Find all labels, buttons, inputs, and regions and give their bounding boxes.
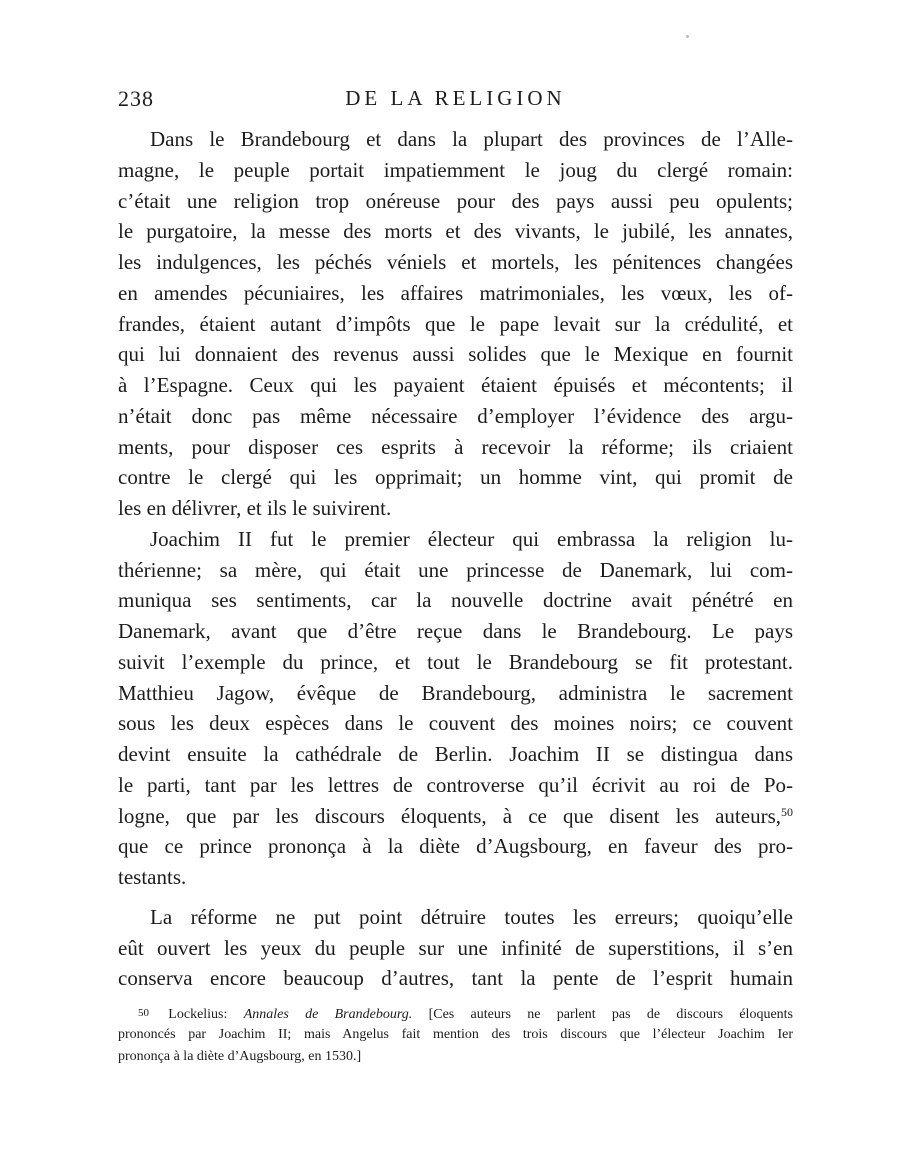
text-line: La réforme ne put point détruire toutes les erreurs; quoiqu’elle [150,904,793,929]
text-line: testants. [118,865,187,889]
text-line: devint ensuite la cathédrale de Berlin. Joachim II se distingua dans [118,742,793,766]
text-line: n’était donc pas même nécessaire d’employer l’évidence des argu- [118,403,793,428]
text-line: en amendes pécuniaires, les affaires matrimoniales, les vœux, les of- [118,280,793,305]
text-line: logne, que par les discours éloquents, à ce que disent les auteurs, [118,803,781,828]
footnote-work-title: Annales de Brandebourg. [243,1007,413,1022]
text-line: suivit l’exemple du prince, et tout le Brandebourg se fit protestant. [118,649,793,674]
paragraph-gap [118,893,793,902]
text-line: eût ouvert les yeux du peuple sur une infinité de superstitions, il s’en [118,935,793,960]
text-line: à l’Espagne. Ceux qui les payaient étaient épuisés et mécontents; il [118,373,793,397]
text-line: conserva encore beaucoup d’autres, tant la pente de l’esprit humain [118,966,793,991]
text-line: thérienne; sa mère, qui était une princesse de Danemark, lui com- [118,557,793,582]
text-line: Joachim II fut le premier électeur qui embrassa la religion lu- [150,526,793,551]
text-line: qui lui donnaient des revenus aussi solides que le Mexique en fournit [118,342,793,367]
text-line: Danemark, avant que d’être reçue dans le Brandebourg. Le pays [118,619,793,643]
text-line: les indulgences, les péchés véniels et mortels, les pénitences changées [118,250,793,274]
text-line: c’était une religion trop onéreuse pour des pays aussi peu opulents; [118,188,793,213]
footnote-author: Lockelius: [168,1007,228,1022]
text-line: le parti, tant par les lettres de controverse qu’il écrivit au roi de Po- [118,772,793,797]
text-line: que ce prince prononça à la diète d’Augsbourg, en faveur des pro- [118,834,793,859]
paragraph-3 [118,902,793,994]
body-text [118,124,793,994]
footnote-line [118,1002,793,1024]
footnotes [118,1002,793,1068]
paragraph-2 [118,524,793,893]
footnote-number: 50 [138,1007,149,1019]
text-line: frandes, étaient autant d’impôts que le pape levait sur la crédulité, et [118,311,793,336]
page-header [118,86,793,116]
footnote-line: prononça à la diète d’Augsbourg, en 1530.] [118,1049,362,1064]
text-line: contre le clergé qui les opprimait; un homme vint, qui promit de [118,465,793,490]
text-line: le purgatoire, la messe des morts et des vivants, le jubilé, les annates, [118,219,793,244]
text-line: les en délivrer, et ils le suivirent. [118,496,392,520]
paragraph-1 [118,124,793,524]
text-line: muniqua ses sentiments, car la nouvelle doctrine avait pénétré en [118,588,793,613]
paper-speck [686,35,689,38]
text-line: Dans le Brandebourg et dans la plupart des provinces de l’Alle- [150,127,793,151]
footnote-line: prononcés par Joachim II; mais Angelus fait mention des trois discours que l’électeur Joachim Ier [118,1027,793,1042]
running-title: DE LA RELIGION [345,86,566,110]
page-number: 238 [118,86,154,111]
text-line: ments, pour disposer ces esprits à recevoir la réforme; ils criaient [118,434,793,459]
text-line: Matthieu Jagow, évêque de Brandebourg, administra le sacrement [118,680,793,705]
footnote-text: [Ces auteurs ne parlent pas de discours éloquents [428,1007,793,1022]
text-line: magne, le peuple portait impatiemment le joug du clergé romain: [118,157,793,182]
text-line-with-note [118,801,793,832]
footnote-reference[interactable]: 50 [781,804,793,819]
text-line: sous les deux espèces dans le couvent des moines noirs; ce couvent [118,711,793,736]
